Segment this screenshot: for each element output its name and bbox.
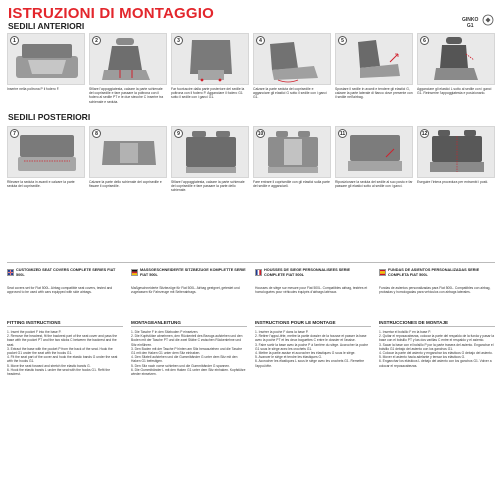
step-number: 9 bbox=[174, 129, 183, 138]
rear-step-10 bbox=[253, 126, 331, 200]
instruction-line: 4. Fit the seat part of the cover and hook the elastic bands G under the seat with the hooks G1. bbox=[7, 355, 118, 364]
rear-step-11 bbox=[335, 126, 413, 200]
step-illustration bbox=[171, 126, 249, 178]
front-steps-row bbox=[7, 33, 495, 107]
brand-label bbox=[462, 17, 478, 29]
rear-seats-heading: SEDILI POSTERIORI bbox=[8, 112, 91, 122]
step-number: 1 bbox=[10, 36, 19, 45]
step-caption: Rilevare la seduta in avanti e calzare la parte seduta del coprisedile. bbox=[7, 180, 75, 189]
column-intro: Fundas de asientos personalizadas para Fiat 500L. Compatibles con airbag, probadas y homologadas para vehículos con airbags laterales. bbox=[379, 286, 491, 295]
step-number: 10 bbox=[257, 131, 264, 137]
step-number: 7 bbox=[10, 129, 19, 138]
rear-step-9 bbox=[171, 126, 249, 200]
brand-logo-icon bbox=[482, 14, 494, 26]
column-intro: Seat covers set for Fiat 500L. Airbag compatible seat covers, tested and approved to be used with cars equipped with side airbags. bbox=[7, 286, 113, 295]
step-caption: Riposizionare la seduta del sedile al suo posto e far passare gli elastici sotto al sedile con i ganci. bbox=[335, 180, 413, 189]
instruction-line: 5. Mover el asiento hacia adelante y tensar los elásticos G. bbox=[379, 355, 466, 360]
column-german bbox=[131, 268, 247, 496]
step-illustration bbox=[89, 126, 167, 178]
instruction-line: 3. Den Boden mit der Tasche P hinten am Sitz herausziehen und die Tasche G1 mit den Haken G1 unter dem Sitz einhaken. bbox=[131, 346, 243, 356]
step-caption: Spostare il sedile in avanti e tendere gli elastici G, calzare la parte laterale di fianco dove presente con il sedile nell'airbag. bbox=[335, 87, 413, 100]
column-spanish bbox=[379, 268, 495, 496]
column-header bbox=[255, 268, 371, 284]
front-seat-side-icon bbox=[336, 34, 414, 86]
instruction-line: 6. Die Gummibänder L mit den Haken G1 unter dem Sitz einhaken. Kopfstütze wieder einsetzen. bbox=[131, 367, 246, 377]
step-number: 4 bbox=[256, 36, 265, 45]
france-flag-icon bbox=[255, 269, 262, 276]
column-subheading: FITTING INSTRUCTIONS bbox=[7, 320, 123, 327]
front-step-6 bbox=[417, 33, 495, 107]
instruction-line: 1. Insérer la poche F dans la base P. bbox=[255, 330, 309, 334]
front-step-1 bbox=[7, 33, 85, 107]
instruction-line: 3. Extract the base with the pocket P from the back of the seat. Hook the pocket G1 under the seat with the hooks G1. bbox=[7, 346, 113, 356]
instruction-line: 1. Die Tasche F in den Sitzboden P einsetzen. bbox=[131, 330, 199, 334]
instruction-line: 2. Remove the headrest, fit the backrest part of the seat cover and pass the base with the pocket PT and the two sticks C between the backrest and the seat. bbox=[7, 334, 118, 347]
instruction-line: 5. Move the seat forward and stretch the elastic bands G. bbox=[7, 363, 91, 368]
rear-step-7 bbox=[7, 126, 85, 200]
step-caption: Sfilare l'appoggiatesta, calzare la parte schienale del coprisedile e fare passare la poltrona con il fodero al sedile PT e le due stecche C inserire tra schienale e seduta. bbox=[89, 87, 164, 104]
section-divider bbox=[7, 262, 495, 263]
front-step-2 bbox=[89, 33, 167, 107]
instruction-line: 6. Enganchar los elásticos L debajo del asiento con los ganchos G1. Volver a colocar el reposacabezas. bbox=[379, 359, 492, 368]
front-step-5 bbox=[335, 33, 413, 107]
step-caption: Inserire nella poltrona P il fodero F. bbox=[7, 87, 60, 91]
instruction-line: 3. Faire sortir la base avec la poche P à l'arrière du siège. Accrocher la poche G1 sous le siège avec les crochets G1. bbox=[255, 342, 369, 351]
rear-bench-elastic-icon bbox=[336, 127, 414, 179]
step-caption: Sfilare l'appoggiatesta, calzare la parte schienale del coprisedile e fare passare la parte dello schienale. bbox=[171, 180, 245, 193]
step-illustration bbox=[171, 33, 249, 85]
step-caption: Agganciare gli elastici L sotto al sedile con i ganci G1. Reinserire l'appoggiatesta e posizionarlo. bbox=[417, 87, 492, 96]
instruction-line: 5. Den Sitz nach vorne schieben und die Gummibänder G spannen. bbox=[131, 363, 230, 368]
step-illustration bbox=[89, 33, 167, 85]
column-title: CUSTOMIZED SEAT COVERS COMPLETE SERIES FIAT 500L bbox=[16, 268, 116, 277]
rear-step-12 bbox=[417, 126, 495, 200]
front-seat-rear-view-icon bbox=[172, 34, 250, 86]
column-header bbox=[379, 268, 495, 284]
step-illustration bbox=[417, 126, 495, 178]
front-step-4 bbox=[253, 33, 331, 107]
seat-base-pocket-icon bbox=[8, 34, 86, 86]
instruction-line: 4. Mettre la partie assise et accrocher les élastiques G sous le siège. bbox=[255, 351, 356, 356]
step-caption: Fare entrare il coprisedile con gli elastici sulla parte del sedile e agganciarli. bbox=[253, 180, 330, 189]
rear-backrest-icon bbox=[172, 127, 250, 179]
front-seat-finished-icon bbox=[418, 34, 496, 86]
column-subheading: MONTAGEANLEITUNG bbox=[131, 320, 247, 327]
front-step-3 bbox=[171, 33, 249, 107]
step-number: 3 bbox=[174, 36, 183, 45]
brand-name: GINKO bbox=[462, 17, 479, 23]
step-illustration bbox=[335, 126, 413, 178]
instruction-line: 6. Hook the elastic bands L under the seat with the hooks G1. Refit the headrest. bbox=[7, 367, 111, 377]
rear-bench-icon bbox=[8, 127, 86, 179]
instruction-line: 3. Sacar la base con el bolsillo P por la parte trasera del asiento. Enganchar el bolsillo G1 debajo del asiento con los ganchos G1. bbox=[379, 342, 494, 351]
rear-bench-finished-icon bbox=[418, 127, 496, 179]
germany-flag-icon bbox=[131, 269, 138, 276]
column-intro: Maßgeschneiderte Sitzbezüge für Fiat 500L. Airbag geeignet, getestet und zugelassen für Fahrzeuge mit Seitenairbags. bbox=[131, 286, 240, 295]
rear-step-8 bbox=[89, 126, 167, 200]
column-subheading: INSTRUCTIONS POUR LE MONTAGE bbox=[255, 320, 371, 327]
instruction-line: 4. Den Sitzteil aufziehen und die Gummibänder G unter dem Sitz mit den Haken G1 befestigen. bbox=[131, 355, 238, 364]
step-illustration bbox=[7, 33, 85, 85]
column-title: FUNDAS DE ASIENTOS PERSONALIZADAS SERIE COMPLETA FIAT 500L bbox=[388, 268, 480, 277]
column-header bbox=[7, 268, 123, 284]
step-caption: Calzare la parte dello schienale del coprisedile e fissare il coprisedile. bbox=[89, 180, 162, 189]
instruction-line: 5. Avancer le siège et tendre les élastiques G. bbox=[255, 355, 323, 360]
column-body bbox=[7, 330, 123, 376]
brand-code: G1 bbox=[466, 23, 474, 29]
instruction-line: 2. Die Kopfstütze abnehmen, den Rückenteil des Bezugs aufziehen und den Boden mit der Tasche PT und die zwei Stäbe C zwischen Rückenlehne und Sitz einführen. bbox=[131, 334, 243, 347]
column-subheading: INSTRUCCIONES DE MONTAJE bbox=[379, 320, 495, 327]
step-caption: Eseguire l'intera procedura per entrambi i posti. bbox=[417, 180, 489, 184]
step-illustration bbox=[335, 33, 413, 85]
spain-flag-icon bbox=[379, 269, 386, 276]
step-number: 6 bbox=[420, 36, 429, 45]
rear-backrest-cover-icon bbox=[254, 127, 332, 179]
column-body bbox=[131, 330, 247, 376]
rear-steps-row bbox=[7, 126, 495, 200]
column-header bbox=[131, 268, 247, 284]
page-title: ISTRUZIONI DI MONTAGGIO bbox=[8, 5, 214, 22]
front-seat-cushion-icon bbox=[254, 34, 332, 86]
step-number: 2 bbox=[92, 36, 101, 45]
column-english bbox=[7, 268, 123, 496]
column-title: HOUSSES DE SIEGE PERSONNALISEES SERIE COMPLETE FIAT 500L bbox=[264, 268, 351, 277]
step-illustration bbox=[417, 33, 495, 85]
instruction-line: 4. Colocar la parte del asiento y enganchar los elásticos G debajo del asiento. bbox=[379, 351, 493, 356]
step-illustration bbox=[253, 126, 331, 178]
column-intro: Housses de siège sur mesure pour Fiat 500L. Compatibles airbag, testées et homologuées pour véhicules équipés d'airbags latéraux. bbox=[255, 286, 368, 295]
step-illustration bbox=[7, 126, 85, 178]
column-title: MASSGESCHNEIDERTE SITZBEZÜGE KOMPLETTE SERIE FIAT 500L bbox=[140, 268, 246, 277]
step-illustration bbox=[253, 33, 331, 85]
instruction-line: 6. Accrocher les élastiques L sous le siège avec les crochets G1. Remettre l'appui-tête. bbox=[255, 359, 365, 368]
step-caption: Calzare la parte seduta del coprisedile e agganciare gli elastici G sotto il sedile con i ganci G1. bbox=[253, 87, 327, 100]
step-caption: Far fuoriuscire dalla parte posteriore del sedile la poltrona con il fodero P. Agganciare il fodero G1 sotto il sedile con i ganci G1. bbox=[171, 87, 245, 100]
instruction-line: 2. Quitar el reposacabezas, colocar la parte del respaldo de la funda y pasar la base con el bolsillo PT y las dos varillas C entre el respaldo y el asiento. bbox=[379, 334, 495, 343]
front-seat-backrest-icon bbox=[90, 34, 168, 86]
step-number: 11 bbox=[339, 131, 346, 137]
step-number: 8 bbox=[92, 129, 101, 138]
uk-flag-icon bbox=[7, 269, 14, 276]
step-number: 12 bbox=[421, 131, 428, 137]
column-body bbox=[379, 330, 495, 368]
instruction-line: 1. Insert the pocket F into the base P. bbox=[7, 330, 62, 334]
step-number: 5 bbox=[338, 36, 347, 45]
language-columns bbox=[7, 268, 495, 496]
instruction-line: 1. Insertar el bolsillo F en la base P. bbox=[379, 330, 431, 334]
rear-bench-cushion-icon bbox=[90, 127, 168, 179]
front-seats-heading: SEDILI ANTERIORI bbox=[8, 21, 85, 31]
instruction-line: 2. Retirer l'appui-tête, mettre la partie dossier de la housse et passer la base avec la poche PT et les deux baguettes C entre le dossier et l'assise. bbox=[255, 334, 367, 343]
column-body bbox=[255, 330, 371, 368]
column-french bbox=[255, 268, 371, 496]
